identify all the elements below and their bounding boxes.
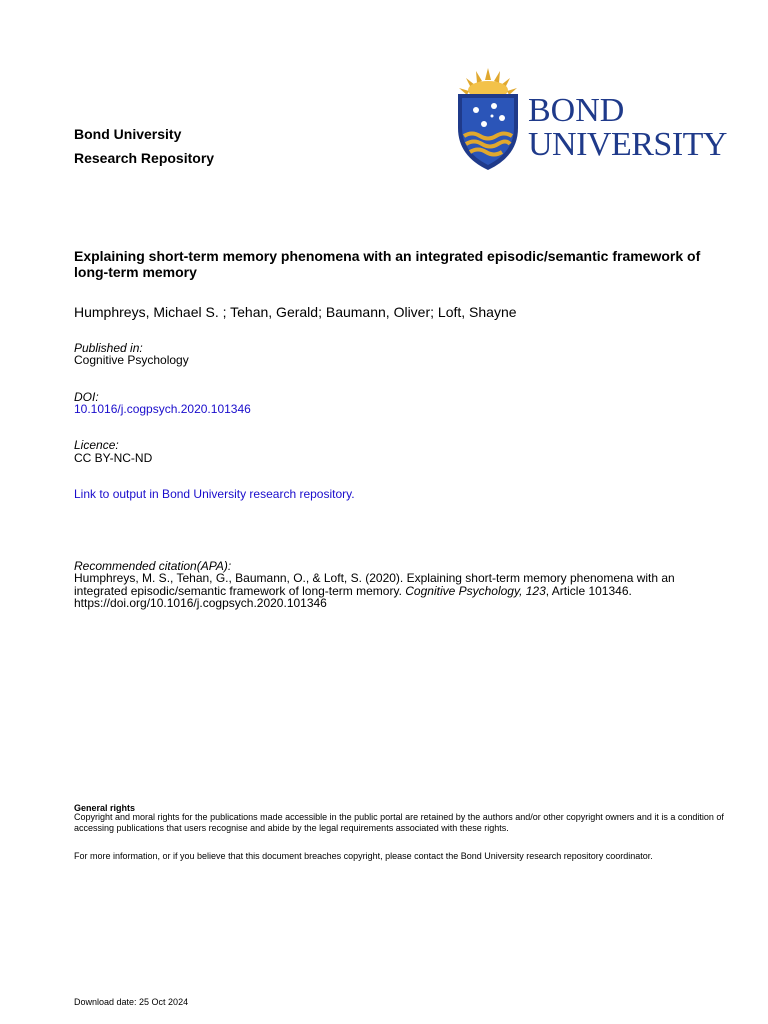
download-date: Download date: 25 Oct 2024 (74, 997, 189, 1007)
citation-part-1: Humphreys, M. S., Tehan, G., Baumann, O., & Loft, S. (2020). Explaining short-term memory phenomena with an integrated episodic/semantic framework of long-term memory. (74, 571, 675, 598)
logo-line-bond: BOND (528, 92, 625, 129)
contact-notice: For more information, or if you believe that this document breaches copyright, please contact the Bond University research repository coordinator. (74, 851, 653, 861)
licence-value: CC BY-NC-ND (74, 451, 153, 465)
general-rights-body: Copyright and moral rights for the publications made accessible in the public portal are retained by the authors and/or other copyright owners and it is a condition of accessing publications that users recognise and abide by the legal requirements associated with these rights. (74, 812, 724, 833)
logo-line-university: UNIVERSITY (528, 126, 727, 163)
citation-text (74, 572, 724, 610)
published-in-value: Cognitive Psychology (74, 353, 189, 367)
general-rights-heading: General rights (74, 803, 136, 813)
paper-title: Explaining short-term memory phenomena with an integrated episodic/semantic framework of long-term memory (74, 248, 701, 280)
repository-output-link[interactable]: Link to output in Bond University research repository. (74, 487, 355, 501)
citation-journal: Cognitive Psychology, 123 (405, 583, 546, 598)
doi-link[interactable]: 10.1016/j.cogpsych.2020.101346 (74, 402, 251, 416)
published-in-label: Published in: (74, 341, 143, 355)
bond-university-logo (454, 68, 726, 172)
citation-part-2: , Article 101346. https://doi.org/10.1016/j.cogpsych.2020.101346 (74, 583, 632, 610)
repository-name: Bond University (74, 126, 182, 142)
paper-authors: Humphreys, Michael S. ; Tehan, Gerald; Baumann, Oliver; Loft, Shayne (74, 304, 517, 320)
doi-label: DOI: (74, 390, 99, 404)
citation-label: Recommended citation(APA): (74, 559, 232, 573)
shield-crest-icon (454, 68, 522, 172)
repository-subtitle: Research Repository (74, 150, 215, 166)
logo-wordmark (528, 94, 727, 162)
licence-label: Licence: (74, 438, 119, 452)
